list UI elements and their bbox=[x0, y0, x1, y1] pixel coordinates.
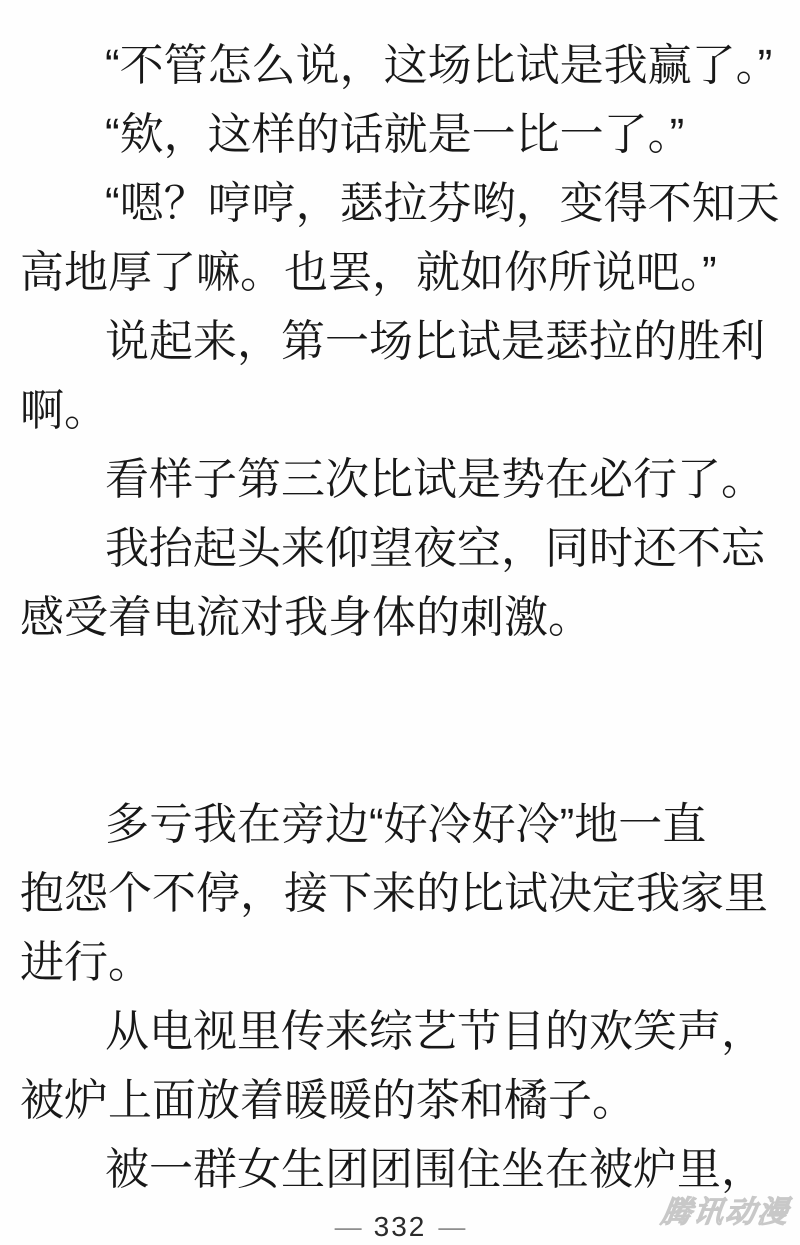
footer-dash-right: — bbox=[438, 1212, 466, 1242]
novel-text-line: 被炉上面放着暖暖的茶和橘子。 bbox=[20, 1076, 636, 1125]
novel-text-line: 感受着电流对我身体的刺激。 bbox=[20, 593, 592, 642]
novel-text-line: “不管怎么说，这场比试是我赢了。” bbox=[105, 41, 773, 90]
page-number: 332 bbox=[373, 1211, 427, 1242]
novel-text-line: 从电视里传来综艺节目的欢笑声， bbox=[105, 1007, 765, 1056]
novel-text-line: “嗯？哼哼，瑟拉芬哟，变得不知天 bbox=[105, 179, 780, 228]
novel-text-line: 啊。 bbox=[20, 386, 108, 435]
novel-text-line: 抱怨个不停，接下来的比试决定我家里 bbox=[20, 869, 768, 918]
novel-text-line: 进行。 bbox=[20, 938, 152, 987]
novel-text-line: 高地厚了嘛。也罢，就如你所说吧。” bbox=[20, 248, 717, 297]
novel-text-line: 被一群女生团团围住坐在被炉里， bbox=[105, 1145, 765, 1194]
novel-text-line: 我抬起头来仰望夜空，同时还不忘 bbox=[105, 524, 765, 573]
footer-dash-left: — bbox=[334, 1212, 362, 1242]
novel-text-line: 看样子第三次比试是势在必行了。 bbox=[105, 455, 765, 504]
novel-text-line: 说起来，第一场比试是瑟拉的胜利 bbox=[105, 317, 765, 366]
novel-text-line: 多亏我在旁边“好冷好冷”地一直 bbox=[105, 800, 707, 849]
novel-text-line: “欸，这样的话就是一比一了。” bbox=[105, 110, 685, 159]
tencent-comics-watermark: 腾讯动漫 bbox=[659, 1196, 792, 1229]
